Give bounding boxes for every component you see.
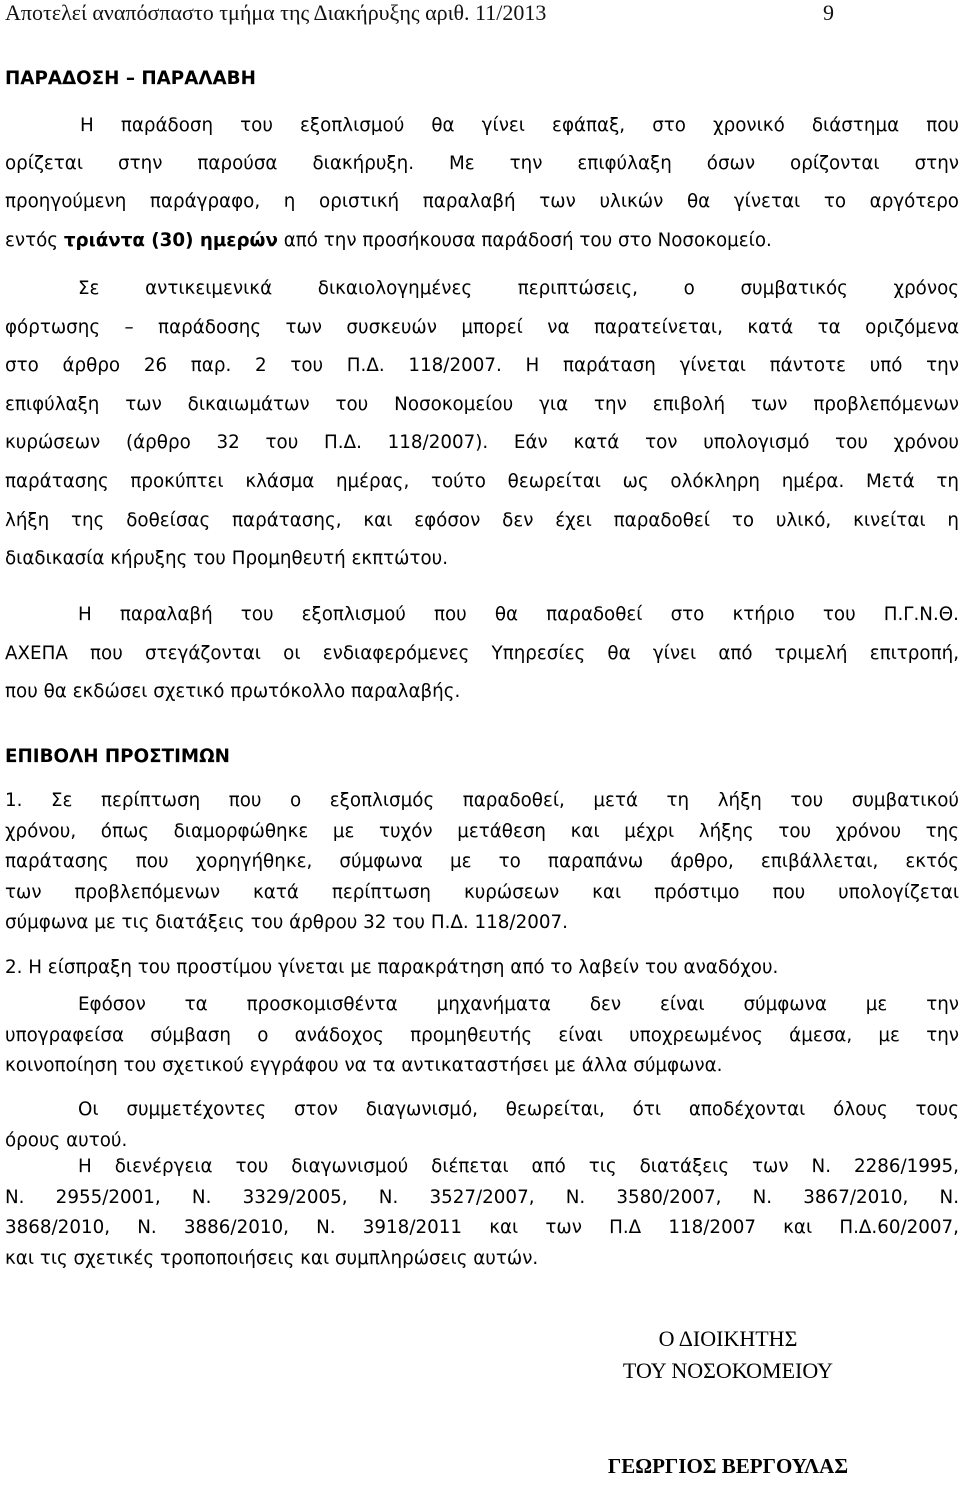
signature-title-line-1: Ο ΔΙΟΙΚΗΤΗΣ <box>658 1326 798 1351</box>
signature-title-line-2: ΤΟΥ ΝΟΣΟΚΟΜΕΙΟΥ <box>622 1358 834 1383</box>
text-line: λήξη της δοθείσας παράτασης, και εφόσον δεν έχει παραδοθεί το υλικό, κινείται η <box>5 509 959 531</box>
bold-text: τριάντα (30) ημερών <box>63 229 278 251</box>
text-line: επιφύλαξη των δικαιωμάτων του Νοσοκομείου για την επιβολή των προβλεπόμενων <box>5 393 959 415</box>
text-line: που θα εκδώσει σχετικό πρωτόκολλο παραλαβής. <box>5 681 461 702</box>
paragraph-penalties-2 <box>5 953 959 984</box>
text-line: 3868/2010, Ν. 3886/2010, Ν. 3918/2011 και των Π.Δ 118/2007 και Π.Δ.60/2007, <box>5 1217 959 1238</box>
text-line: κοινοποίηση του σχετικού εγγράφου να τα αντικαταστήσει με άλλα σύμφωνα. <box>5 1055 723 1076</box>
section-title-delivery: ΠΑΡΑΔΟΣΗ – ΠΑΡΑΛΑΒΗ <box>5 68 256 89</box>
paragraph-delivery-1 <box>5 107 959 260</box>
text-line: κυρώσεων (άρθρο 32 του Π.Δ. 118/2007). Εάν κατά τον υπολογισμό του χρόνου <box>5 432 959 454</box>
text-line: των προβλεπόμενων κατά περίπτωση κυρώσεων και πρόστιμο που υπολογίζεται <box>5 881 959 903</box>
paragraph-penalties-3 <box>5 990 959 1082</box>
paragraph-delivery-2 <box>5 270 959 579</box>
page-number: 9 <box>823 0 834 25</box>
header-title: Αποτελεί αναπόσπαστο τμήμα της Διακήρυξης αριθ. 11/2013 <box>5 0 547 25</box>
text-line: όρους αυτού. <box>5 1129 128 1151</box>
text-span: από την προσήκουσα παράδοσή του στο Νοσοκομείο. <box>277 229 772 251</box>
paragraph-penalties-1 <box>5 786 959 939</box>
text-line: παράτασης που χορηγήθηκε, σύμφωνα με το παραπάνω άρθρο, επιβάλλεται, εκτός <box>5 851 959 872</box>
text-line: Η διενέργεια του διαγωνισμού διέπεται από τις διατάξεις των Ν. 2286/1995, <box>78 1156 959 1177</box>
text-line: Η παραλαβή του εξοπλισμού που θα παραδοθεί στο κτήριο του Π.Γ.Ν.Θ. <box>78 604 959 625</box>
paragraph-penalties-4 <box>5 1095 959 1156</box>
text-line: Η παράδοση του εξοπλισμού θα γίνει εφάπαξ, στο χρονικό διάστημα που <box>80 115 959 136</box>
text-line <box>5 222 959 260</box>
text-line: χρόνου, όπως διαμορφώθηκε με τυχόν μετάθεση και μέχρι λήξης του χρόνου της <box>5 820 959 842</box>
text-line: σύμφωνα με τις διατάξεις του άρθρου 32 του Π.Δ. 118/2007. <box>5 912 568 933</box>
text-line: ΑΧΕΠΑ που στεγάζονται οι ενδιαφερόμενες Υπηρεσίες θα γίνει από τριμελή επιτροπή, <box>5 642 959 664</box>
text-line: και τις σχετικές τροποποιήσεις και συμπληρώσεις αυτών. <box>5 1247 539 1269</box>
paragraph-penalties-5 <box>5 1152 959 1274</box>
text-line: στο άρθρο 26 παρ. 2 του Π.Δ. 118/2007. Η παράταση γίνεται πάντοτε υπό την <box>5 355 959 377</box>
signature-name: ΓΕΩΡΓΙΟΣ ΒΕΡΓΟΥΛΑΣ <box>607 1454 849 1478</box>
text-line: 2. Η είσπραξη του προστίμου γίνεται με παρακράτηση από το λαβείν του αναδόχου. <box>5 957 779 978</box>
signature-title <box>600 1323 856 1387</box>
text-line: Οι συμμετέχοντες στον διαγωνισμό, θεωρείται, ότι αποδέχονται όλους τους <box>78 1099 959 1120</box>
text-line: υπογραφείσα σύμβαση ο ανάδοχος προμηθευτής είναι υποχρεωμένος άμεσα, με την <box>5 1024 959 1046</box>
text-line: διαδικασία κήρυξης του Προμηθευτή εκπτώτου. <box>5 548 449 570</box>
text-line: ορίζεται στην παρούσα διακήρυξη. Με την επιφύλαξη όσων ορίζονται στην <box>5 153 959 175</box>
text-line: παράτασης προκύπτει κλάσμα ημέρας, τούτο θεωρείται ως ολόκληρη ημέρα. Μετά τη <box>5 470 959 492</box>
text-line: Σε αντικειμενικά δικαιολογημένες περιπτώσεις, ο συμβατικός χρόνος <box>78 278 959 299</box>
section-title-penalties: ΕΠΙΒΟΛΗ ΠΡΟΣΤΙΜΩΝ <box>5 746 230 767</box>
text-line: φόρτωσης – παράδοσης των συσκευών μπορεί να παρατείνεται, κατά τα οριζόμενα <box>5 316 959 338</box>
text-line: Εφόσον τα προσκομισθέντα μηχανήματα δεν είναι σύμφωνα με την <box>78 994 959 1015</box>
text-line: 1. Σε περίπτωση που ο εξοπλισμός παραδοθεί, μετά τη λήξη του συμβατικού <box>5 790 959 811</box>
paragraph-delivery-3 <box>5 596 959 712</box>
text-line: Ν. 2955/2001, Ν. 3329/2005, Ν. 3527/2007, Ν. 3580/2007, Ν. 3867/2010, Ν. <box>5 1186 959 1208</box>
text-span: εντός <box>5 229 64 251</box>
text-line: προηγούμενη παράγραφο, η οριστική παραλαβή των υλικών θα γίνεται το αργότερο <box>5 191 959 213</box>
